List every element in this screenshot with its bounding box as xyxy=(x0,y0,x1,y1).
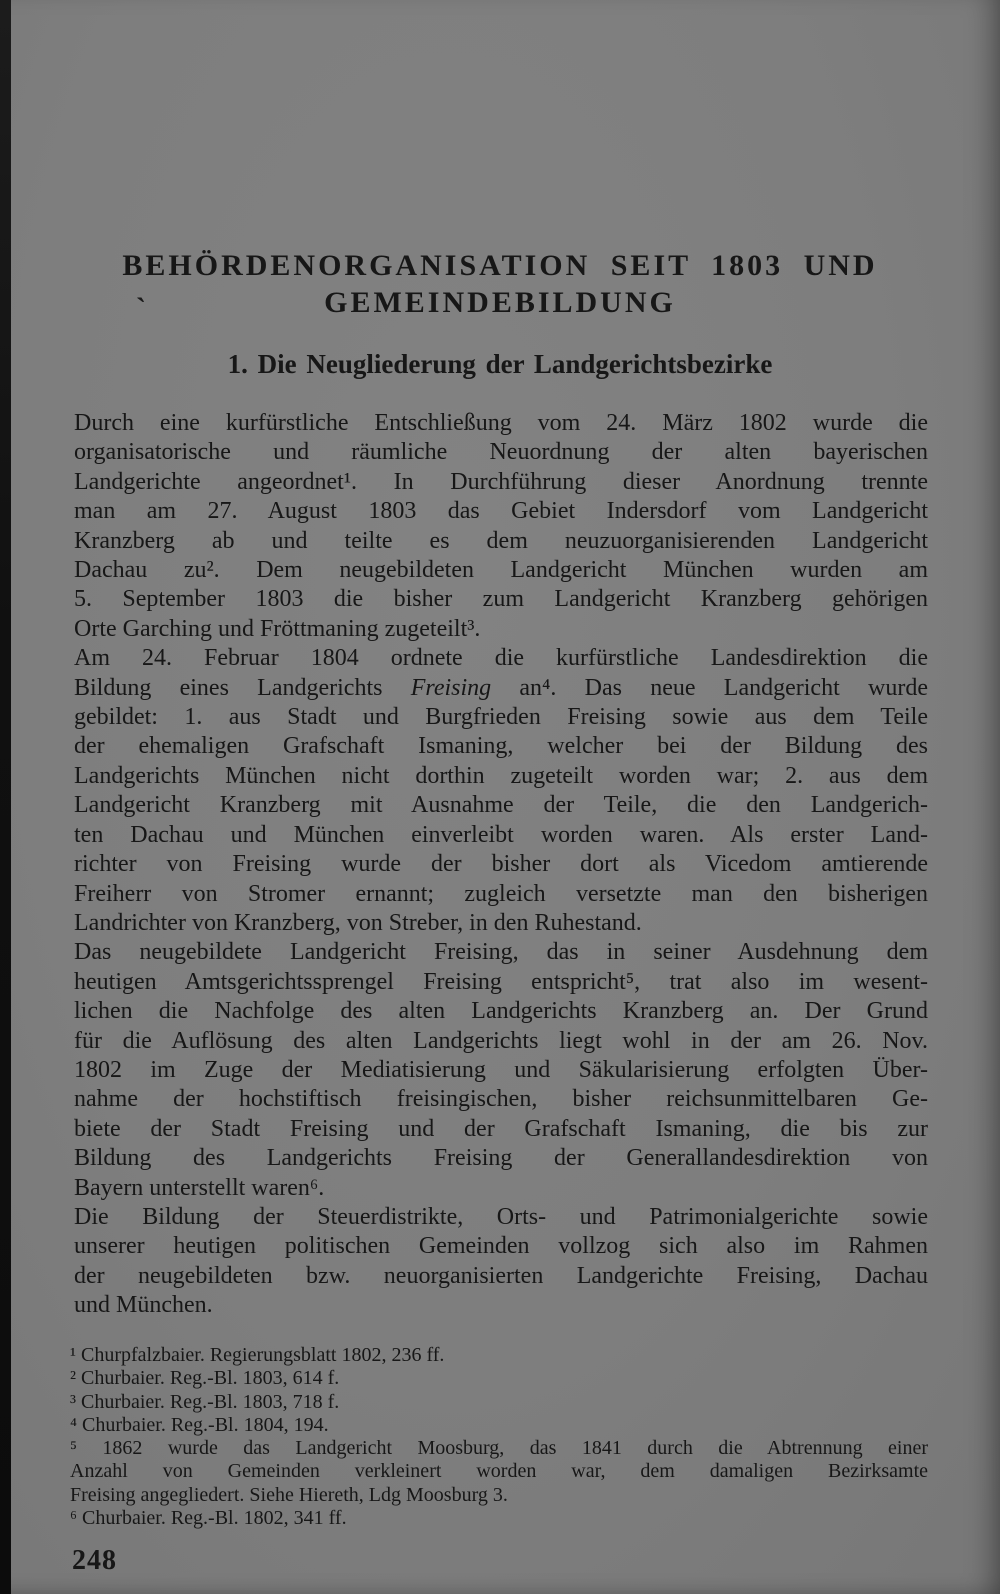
body-text-line: Landgericht Kranzberg mit Ausnahme der Teile, die den Landgerich- xyxy=(74,792,928,819)
body-text-line: 5. September 1803 die bisher zum Landgericht Kranzberg gehörigen xyxy=(74,586,928,613)
footnote-line: ⁶ Churbaier. Reg.-Bl. 1802, 341 ff. xyxy=(70,1507,347,1530)
body-text-line: organisatorische und räumliche Neuordnung der alten bayerischen xyxy=(74,439,928,466)
body-text-line: und München. xyxy=(74,1292,213,1319)
body-text-line: Bildung des Landgerichts Freising der Generallandesdirektion von xyxy=(74,1145,928,1172)
footnotes xyxy=(70,1344,928,1530)
body-text-line: Landrichter von Kranzberg, von Streber, in den Ruhestand. xyxy=(74,909,642,936)
body-text-line: für die Auflösung des alten Landgerichts liegt wohl in der am 26. Nov. xyxy=(74,1027,928,1054)
footnote-line: ⁵ 1862 wurde das Landgericht Moosburg, das 1841 durch die Abtrennung einer xyxy=(70,1437,928,1460)
body-text-line: Landgerichts München nicht dorthin zugeteilt worden war; 2. aus dem xyxy=(74,762,928,789)
footnote-line: ² Churbaier. Reg.-Bl. 1803, 614 f. xyxy=(70,1367,340,1390)
body-text-line: Bildung eines Landgerichts Freising an⁴. Das neue Landgericht wurde xyxy=(74,674,928,701)
scan-edge-artifact xyxy=(0,0,11,1594)
body-text-line: biete der Stadt Freising und der Grafschaft Ismaning, die bis zur xyxy=(74,1115,928,1142)
body-text-line: der neugebildeten bzw. neuorganisierten Landgerichte Freising, Dachau xyxy=(74,1262,928,1289)
body-text-line: man am 27. August 1803 das Gebiet Indersdorf vom Landgericht xyxy=(74,498,928,525)
body-text-line: lichen die Nachfolge des alten Landgerichts Kranzberg an. Der Grund xyxy=(74,998,928,1025)
body-text-line: Das neugebildete Landgericht Freising, das in seiner Ausdehnung dem xyxy=(74,939,928,966)
footnote-line: Anzahl von Gemeinden verkleinert worden war, dem damaligen Bezirksamte xyxy=(70,1460,928,1483)
body-text-line: Kranzberg ab und teilte es dem neuzuorganisierenden Landgericht xyxy=(74,527,928,554)
body-text-line: Am 24. Februar 1804 ordnete die kurfürstliche Landesdirektion die xyxy=(74,645,928,672)
body-text-line: der ehemaligen Grafschaft Ismaning, welcher bei der Bildung des xyxy=(74,733,928,760)
body-text-line: unserer heutigen politischen Gemeinden vollzog sich also im Rahmen xyxy=(74,1233,928,1260)
chapter-heading xyxy=(0,247,1000,321)
footnote-line: ¹ Churpfalzbaier. Regierungsblatt 1802, 236 ff. xyxy=(70,1344,445,1366)
body-text-line: gebildet: 1. aus Stadt und Burgfrieden Freising sowie aus dem Teile xyxy=(74,704,928,731)
body-text-line: Landgerichte angeordnet¹. In Durchführung dieser Anordnung trennte xyxy=(74,468,928,495)
section-title: 1. Die Neugliederung der Landgerichtsbezirke xyxy=(227,349,773,379)
body-text-line: heutigen Amtsgerichtssprengel Freising entspricht⁵, trat also im wesent- xyxy=(74,968,928,995)
body-text-line: Orte Garching und Fröttmaning zugeteilt³. xyxy=(74,615,481,642)
scan-speck: ˋ xyxy=(136,292,146,325)
body-text-line: Durch eine kurfürstliche Entschließung vom 24. März 1802 wurde die xyxy=(74,410,928,436)
chapter-heading-line2: GEMEINDEBILDUNG xyxy=(324,286,676,319)
body-text xyxy=(74,409,928,1321)
body-text-line: Bayern unterstellt waren⁶. xyxy=(74,1174,325,1201)
body-text-line: Dachau zu². Dem neugebildeten Landgericht München wurden am xyxy=(74,557,928,584)
footnote-line: ³ Churbaier. Reg.-Bl. 1803, 718 f. xyxy=(70,1390,340,1413)
chapter-heading-line1: BEHÖRDENORGANISATION SEIT 1803 UND xyxy=(122,249,878,282)
footnote-line: Freising angegliedert. Siehe Hiereth, Ldg Moosburg 3. xyxy=(70,1483,508,1506)
page-number: 248 xyxy=(72,1545,117,1576)
body-text-line: ten Dachau und München einverleibt worden waren. Als erster Land- xyxy=(74,821,928,848)
footnote-line: ⁴ Churbaier. Reg.-Bl. 1804, 194. xyxy=(70,1413,329,1436)
body-text-line: richter von Freising wurde der bisher dort als Vicedom amtierende xyxy=(74,851,928,878)
body-text-line: 1802 im Zuge der Mediatisierung und Säkularisierung erfolgten Über- xyxy=(74,1056,928,1083)
body-text-line: Freiherr von Stromer ernannt; zugleich versetzte man den bisherigen xyxy=(74,880,928,907)
body-text-line: nahme der hochstiftisch freisingischen, bisher reichsunmittelbaren Ge- xyxy=(74,1086,928,1113)
body-text-line: Die Bildung der Steuerdistrikte, Orts- und Patrimonialgerichte sowie xyxy=(74,1203,928,1230)
